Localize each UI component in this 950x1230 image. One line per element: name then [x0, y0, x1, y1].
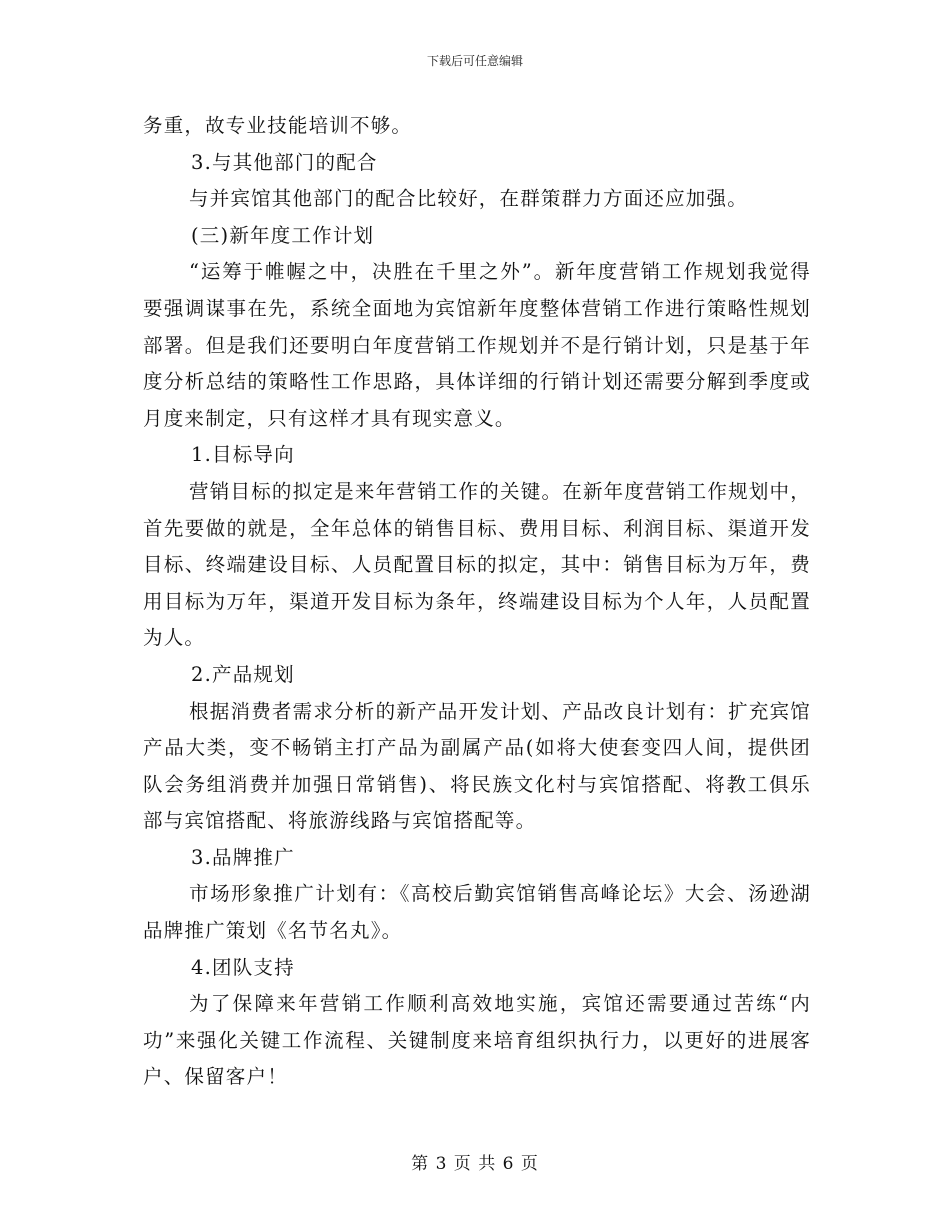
paragraph: 根据消费者需求分析的新产品开发计划、产品改良计划有：扩充宾馆产品大类，变不畅销主打产品为副属产品(如将大使套变四人间，提供团队会务组消费并加强日常销售)、将民族文化村与宾馆搭配、将教工俱乐部与宾馆搭配、将旅游线路与宾馆搭配等。 [143, 699, 811, 833]
section-heading: 4.团队支持 [191, 955, 295, 979]
section-heading: 1.目标导向 [191, 443, 295, 467]
paragraph: 为了保障来年营销工作顺利高效地实施，宾馆还需要通过苦练“内功”来强化关键工作流程、关键制度来培育组织执行力，以更好的进展客户、保留客户！ [143, 992, 811, 1089]
section-heading: 3.与其他部门的配合 [191, 150, 378, 174]
section-heading: 3.品牌推广 [191, 845, 295, 869]
section-heading: 2.产品规划 [191, 662, 295, 686]
paragraph: “运筹于帷幄之中，决胜在千里之外”。新年度营销工作规划我觉得要强调谋事在先，系统全面地为宾馆新年度整体营销工作进行策略性规划部署。但是我们还要明白年度营销工作规划并不是行销计划，只是基于年度分析总结的策略性工作思路，具体详细的行销计划还需要分解到季度或月度来制定，只有这样才具有现实意义。 [143, 260, 811, 430]
page-footer: 第 3 页 共 6 页 [411, 1154, 539, 1174]
paragraph: 市场形象推广计划有：《高校后勤宾馆销售高峰论坛》大会、汤逊湖品牌推广策划《名节名丸》。 [143, 882, 811, 943]
document-body [143, 108, 811, 1096]
paragraph: 营销目标的拟定是来年营销工作的关键。在新年度营销工作规划中，首先要做的就是，全年总体的销售目标、费用目标、利润目标、渠道开发目标、终端建设目标、人员配置目标的拟定，其中：销售目标为万年，费用目标为万年，渠道开发目标为条年，终端建设目标为个人年，人员配置为人。 [143, 479, 811, 650]
page-header: 下载后可任意编辑 [426, 54, 523, 68]
paragraph-continuation: 务重，故专业技能培训不够。 [143, 114, 413, 137]
section-heading: (三)新年度工作计划 [191, 223, 375, 247]
paragraph: 与并宾馆其他部门的配合比较好，在群策群力方面还应加强。 [189, 187, 748, 211]
